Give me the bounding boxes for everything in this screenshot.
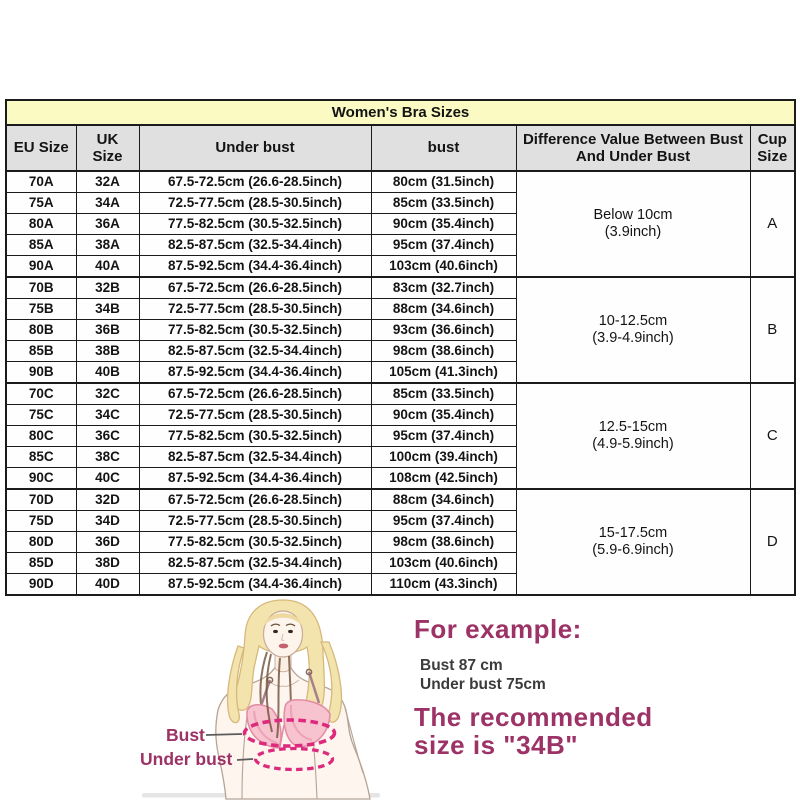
uk-size-cell: 36A	[76, 214, 139, 235]
example-heading: For example:	[414, 614, 582, 644]
under-bust-cell: 87.5-92.5cm (34.4-36.4inch)	[139, 468, 371, 490]
col-header-eu-size: EU Size	[6, 125, 76, 171]
eu-size-cell: 90C	[6, 468, 76, 490]
uk-size-cell: 40D	[76, 574, 139, 596]
under-bust-cell: 82.5-87.5cm (32.5-34.4inch)	[139, 235, 371, 256]
difference-cell	[516, 171, 750, 277]
bust-cell: 93cm (36.6inch)	[371, 320, 516, 341]
uk-size-cell: 32B	[76, 277, 139, 299]
under-bust-cell: 82.5-87.5cm (32.5-34.4inch)	[139, 447, 371, 468]
uk-size-cell: 34D	[76, 511, 139, 532]
right-eye	[288, 630, 293, 633]
under-bust-cell: 87.5-92.5cm (34.4-36.4inch)	[139, 362, 371, 384]
eu-size-cell: 75B	[6, 299, 76, 320]
eu-size-cell: 75C	[6, 405, 76, 426]
bust-cell: 90cm (35.4inch)	[371, 405, 516, 426]
uk-size-cell: 40B	[76, 362, 139, 384]
col-header-cup-size: Cup Size	[750, 125, 795, 171]
difference-line1: 12.5-15cm	[598, 419, 668, 435]
bust-leader-line	[206, 734, 242, 735]
col-header-uk-size-label: UK Size	[92, 130, 123, 165]
difference-cell	[516, 277, 750, 383]
uk-size-cell: 36B	[76, 320, 139, 341]
uk-size-cell: 32A	[76, 171, 139, 193]
difference-line2: (5.9-6.9inch)	[592, 542, 674, 558]
uk-size-cell: 34C	[76, 405, 139, 426]
eu-size-cell: 85D	[6, 553, 76, 574]
under-bust-cell: 72.5-77.5cm (28.5-30.5inch)	[139, 511, 371, 532]
cup-size-cell: C	[750, 383, 795, 489]
uk-size-cell: 38C	[76, 447, 139, 468]
eu-size-cell: 70B	[6, 277, 76, 299]
difference-cell	[516, 489, 750, 595]
example-result-line2: size is "34B"	[414, 730, 579, 760]
left-eye	[273, 630, 278, 633]
eu-size-cell: 70C	[6, 383, 76, 405]
eu-size-cell: 85B	[6, 341, 76, 362]
under-bust-cell: 67.5-72.5cm (26.6-28.5inch)	[139, 171, 371, 193]
under-bust-cell: 67.5-72.5cm (26.6-28.5inch)	[139, 277, 371, 299]
bust-cell: 88cm (34.6inch)	[371, 489, 516, 511]
eu-size-cell: 85C	[6, 447, 76, 468]
bust-cell: 98cm (38.6inch)	[371, 532, 516, 553]
table-row	[6, 489, 795, 511]
under-bust-cell: 72.5-77.5cm (28.5-30.5inch)	[139, 405, 371, 426]
under-bust-cell: 82.5-87.5cm (32.5-34.4inch)	[139, 553, 371, 574]
under-bust-cell: 77.5-82.5cm (30.5-32.5inch)	[139, 426, 371, 447]
bust-cell: 95cm (37.4inch)	[371, 426, 516, 447]
table-title: Women's Bra Sizes	[6, 100, 795, 125]
under-bust-cell: 67.5-72.5cm (26.6-28.5inch)	[139, 383, 371, 405]
example-bust-line: Bust 87 cm	[420, 657, 503, 674]
table-header-row	[6, 125, 795, 171]
eu-size-cell: 90A	[6, 256, 76, 278]
underbust-leader-line	[237, 759, 253, 760]
col-header-difference: Difference Value Between Bust And Under Bust	[516, 125, 750, 171]
difference-line1: Below 10cm	[593, 207, 673, 223]
uk-size-cell: 40A	[76, 256, 139, 278]
bust-cell: 85cm (33.5inch)	[371, 383, 516, 405]
woman-figure-illustration	[120, 596, 400, 801]
cup-size-cell: B	[750, 277, 795, 383]
uk-size-cell: 38B	[76, 341, 139, 362]
example-block	[414, 614, 784, 759]
eu-size-cell: 70D	[6, 489, 76, 511]
uk-size-cell: 40C	[76, 468, 139, 490]
bust-cell: 88cm (34.6inch)	[371, 299, 516, 320]
under-bust-cell: 67.5-72.5cm (26.6-28.5inch)	[139, 489, 371, 511]
eu-size-cell: 75A	[6, 193, 76, 214]
eu-size-cell: 85A	[6, 235, 76, 256]
uk-size-cell: 32D	[76, 489, 139, 511]
bust-cell: 95cm (37.4inch)	[371, 235, 516, 256]
eu-size-cell: 75D	[6, 511, 76, 532]
table-row	[6, 171, 795, 193]
bust-cell: 98cm (38.6inch)	[371, 341, 516, 362]
table-title-row	[6, 100, 795, 125]
uk-size-cell: 34B	[76, 299, 139, 320]
under-bust-cell: 77.5-82.5cm (30.5-32.5inch)	[139, 532, 371, 553]
difference-line1: 15-17.5cm	[598, 525, 668, 541]
example-result	[414, 703, 784, 759]
bust-cell: 103cm (40.6inch)	[371, 256, 516, 278]
example-measurements	[420, 656, 784, 694]
bust-cell: 103cm (40.6inch)	[371, 553, 516, 574]
bust-cell: 90cm (35.4inch)	[371, 214, 516, 235]
bust-label: Bust	[166, 725, 205, 745]
eu-size-cell: 80D	[6, 532, 76, 553]
eu-size-cell: 70A	[6, 171, 76, 193]
table-row	[6, 277, 795, 299]
uk-size-cell: 36C	[76, 426, 139, 447]
bust-cell: 80cm (31.5inch)	[371, 171, 516, 193]
difference-line2: (3.9inch)	[604, 224, 662, 240]
cup-size-cell: A	[750, 171, 795, 277]
bust-cell: 95cm (37.4inch)	[371, 511, 516, 532]
difference-line2: (3.9-4.9inch)	[592, 330, 674, 346]
col-header-under-bust: Under bust	[139, 125, 371, 171]
under-bust-cell: 72.5-77.5cm (28.5-30.5inch)	[139, 299, 371, 320]
difference-line1: 10-12.5cm	[598, 313, 668, 329]
example-result-line1: The recommended	[414, 702, 653, 732]
example-underbust-line: Under bust 75cm	[420, 676, 546, 693]
under-bust-label: Under bust	[140, 749, 233, 769]
under-bust-cell: 77.5-82.5cm (30.5-32.5inch)	[139, 320, 371, 341]
eu-size-cell: 80A	[6, 214, 76, 235]
bust-cell: 85cm (33.5inch)	[371, 193, 516, 214]
cup-size-cell: D	[750, 489, 795, 595]
table-row	[6, 383, 795, 405]
bust-cell: 100cm (39.4inch)	[371, 447, 516, 468]
eu-size-cell: 80B	[6, 320, 76, 341]
under-bust-cell: 87.5-92.5cm (34.4-36.4inch)	[139, 256, 371, 278]
uk-size-cell: 38A	[76, 235, 139, 256]
difference-cell	[516, 383, 750, 489]
bust-cell: 105cm (41.3inch)	[371, 362, 516, 384]
col-header-bust: bust	[371, 125, 516, 171]
col-header-uk-size	[76, 125, 139, 171]
bust-cell: 83cm (32.7inch)	[371, 277, 516, 299]
under-bust-cell: 82.5-87.5cm (32.5-34.4inch)	[139, 341, 371, 362]
uk-size-cell: 32C	[76, 383, 139, 405]
uk-size-cell: 38D	[76, 553, 139, 574]
eu-size-cell: 80C	[6, 426, 76, 447]
lips	[279, 644, 289, 649]
uk-size-cell: 36D	[76, 532, 139, 553]
bust-cell: 108cm (42.5inch)	[371, 468, 516, 490]
difference-line2: (4.9-5.9inch)	[592, 436, 674, 452]
bust-cell: 110cm (43.3inch)	[371, 574, 516, 596]
uk-size-cell: 34A	[76, 193, 139, 214]
under-bust-cell: 72.5-77.5cm (28.5-30.5inch)	[139, 193, 371, 214]
eu-size-cell: 90B	[6, 362, 76, 384]
under-bust-cell: 87.5-92.5cm (34.4-36.4inch)	[139, 574, 371, 596]
eu-size-cell: 90D	[6, 574, 76, 596]
under-bust-cell: 77.5-82.5cm (30.5-32.5inch)	[139, 214, 371, 235]
bra-size-table	[5, 99, 796, 596]
